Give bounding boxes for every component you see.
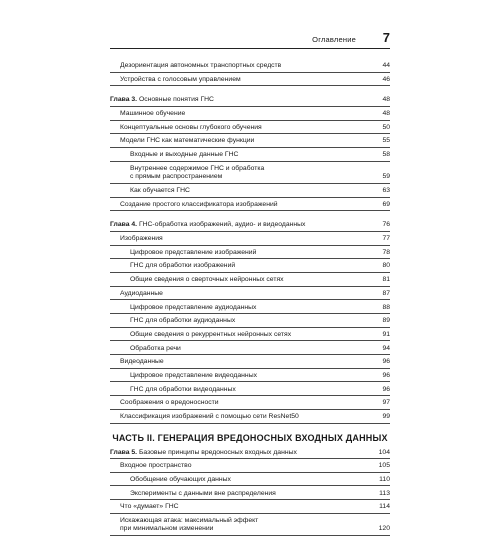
toc-entry[interactable] [110,476,390,487]
toc-entry[interactable] [110,62,390,73]
toc-entry-label: Входное пространство [120,462,192,470]
toc-entry[interactable] [110,276,390,287]
chapter-title: Основные понятия ГНС [138,96,214,104]
toc-entry-label-line2: с прямым распространением [130,173,223,181]
toc-page-number: 96 [382,385,390,393]
toc-entry-label-line2: при минимальном изменении [120,525,214,533]
toc-page-number: 58 [382,151,390,159]
toc-page-number: 113 [379,489,390,497]
toc-entry-label: Как обучается ГНС [130,187,190,194]
toc-entry[interactable] [110,503,390,514]
toc-entry[interactable] [110,262,390,273]
toc-page-number: 96 [382,358,390,366]
toc-entry-label: Видеоданные [120,358,164,366]
toc-entry[interactable] [110,317,390,328]
toc-entry[interactable] [110,399,390,410]
page-number: 7 [382,30,390,45]
toc-page-number: 69 [382,200,390,208]
toc-entry-label: Концептуальные основы глубокого обучения [120,123,262,131]
chapter-number: Глава 5. [110,448,138,456]
toc-entry[interactable] [110,201,390,212]
toc-page-number: 59 [382,173,390,181]
running-header [110,30,390,49]
toc-entry[interactable] [110,235,390,246]
toc-page-number: 120 [378,525,390,533]
toc-page-number: 97 [382,399,390,407]
toc-page-number: 99 [382,413,390,420]
toc-spacer [110,89,390,96]
chapter-title: Базовые принципы вредоносных входных данных [138,448,297,456]
toc-page-number: 46 [382,75,390,83]
toc-entry-label: Модели ГНС как математические функции [120,137,255,145]
toc-page-number: 91 [382,330,390,338]
chapter-title: ГНС-обработка изображений, аудио- и видеоданных [138,221,306,229]
toc-page-number: 80 [382,262,390,270]
toc-page-number: 94 [382,344,390,352]
toc-entry-label: Общие сведения о рекуррентных нейронных сетях [130,330,292,338]
toc-entry[interactable] [110,372,390,383]
toc-entry[interactable] [110,386,390,397]
toc-entry-label: Соображения о вредоносности [120,399,219,407]
toc-page-number: 48 [382,96,390,104]
toc-page-number: 87 [382,289,390,297]
toc-entry-label: Создание простого классификатора изображений [120,200,278,208]
toc-entry[interactable] [110,124,390,135]
toc-entry[interactable] [110,345,390,356]
toc-entry-label: Машинное обучение [120,110,186,118]
toc-page-number: 96 [382,371,390,379]
toc-entry[interactable] [110,249,390,260]
toc-spacer [110,214,390,221]
toc-page-number: 110 [379,475,390,483]
toc-chapter-entry[interactable] [110,449,390,460]
toc-entry-label: Входные и выходные данные ГНС [130,151,239,159]
toc-entry-label: Аудиоданные [120,289,163,297]
toc-entry-label: ГНС для обработки изображений [130,262,236,270]
toc-entry[interactable] [110,490,390,501]
toc-page-number: 78 [382,248,390,256]
toc-entry-label: Дезориентация автономных транспортных средств [120,62,282,69]
toc-entry[interactable] [110,290,390,301]
table-of-contents [110,62,390,539]
toc-page-number: 114 [379,503,390,511]
toc-page-number: 77 [382,235,390,243]
toc-entry[interactable] [110,358,390,369]
toc-page-number: 89 [382,317,390,325]
toc-page-number: 105 [378,462,390,470]
toc-entry[interactable] [110,187,390,198]
toc-entry-label: Изображения [120,235,163,243]
toc-page-number: 50 [382,123,390,131]
toc-entry-label: Эксперименты с данными вне распределения [130,489,276,497]
toc-entry[interactable] [110,517,390,536]
toc-entry-label: Общие сведения о сверточных нейронных сетях [130,276,284,284]
toc-entry-label: Цифровое представление аудиоданных [130,303,257,311]
toc-entry[interactable] [110,462,390,473]
toc-entry[interactable] [110,151,390,162]
toc-entry-label-line1: Внутреннее содержимое ГНС и обработка [130,164,265,172]
chapter-number: Глава 3. [110,96,138,104]
toc-page-number: 76 [382,221,390,229]
toc-entry-label: Устройства с голосовым управлением [120,75,241,83]
toc-entry[interactable] [110,165,390,184]
toc-entry[interactable] [110,110,390,121]
toc-entry-label-line1: Искажающая атака: максимальный эффект [120,516,259,524]
toc-page-number: 63 [382,187,390,194]
toc-entry-label: Обработка речи [130,344,181,352]
toc-chapter-entry[interactable] [110,96,390,107]
toc-page-number: 55 [382,137,390,145]
toc-page-number: 81 [382,276,390,284]
toc-entry-label: Цифровое представление видеоданных [130,371,257,379]
toc-page-number: 104 [378,448,390,456]
toc-page-number: 88 [382,303,390,311]
toc-entry-label: ГНС для обработки видеоданных [130,385,236,393]
toc-entry[interactable] [110,413,390,424]
toc-entry-label: ГНС для обработки аудиоданных [130,317,236,325]
chapter-number: Глава 4. [110,221,138,229]
toc-entry[interactable] [110,76,390,87]
toc-entry[interactable] [110,304,390,315]
part-heading: ЧАСТЬ II. ГЕНЕРАЦИЯ ВРЕДОНОСНЫХ ВХОДНЫХ ДАННЫХ [112,432,388,443]
toc-entry[interactable] [110,137,390,148]
toc-page-number: 44 [382,62,390,69]
toc-page-number: 48 [382,110,390,118]
toc-entry-label: Обобщение обучающих данных [130,475,231,483]
toc-entry[interactable] [110,331,390,342]
toc-entry-label: Классификация изображений с помощью сети ResNet50 [120,413,299,420]
toc-entry-label: Что «думает» ГНС [120,503,179,511]
header-title: Оглавление [312,35,356,44]
toc-chapter-entry[interactable] [110,221,390,232]
toc-entry-label: Цифровое представление изображений [130,248,257,256]
